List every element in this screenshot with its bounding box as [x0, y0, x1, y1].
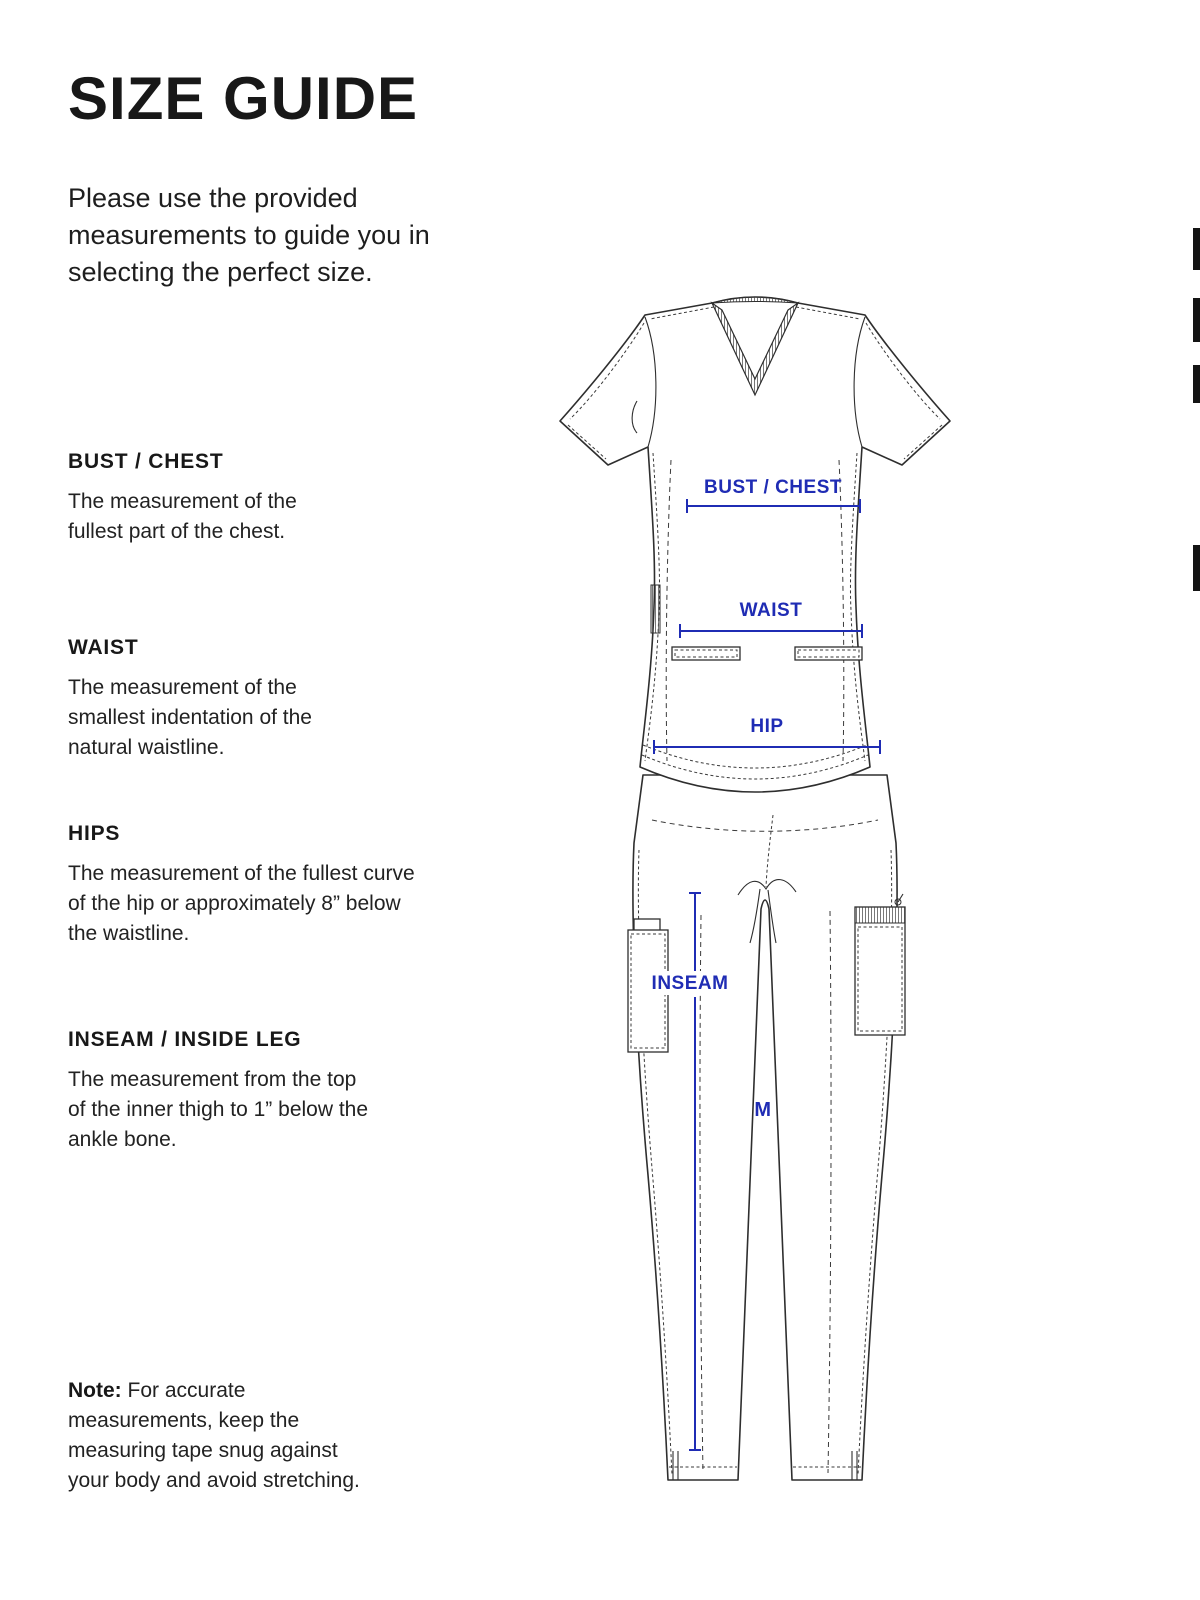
welt-pocket-left: [672, 647, 740, 660]
section-waist: [68, 636, 358, 763]
note-label: Note:: [68, 1379, 122, 1402]
section-hips: [68, 822, 418, 949]
section-body-bust: The measurement of the fullest part of the chest.: [68, 490, 297, 543]
welt-pocket-right: [795, 647, 862, 660]
edge-artifact-4: [1193, 545, 1200, 591]
section-inseam: [68, 1028, 373, 1155]
page-title: SIZE GUIDE: [68, 65, 419, 132]
section-bust-chest: [68, 450, 348, 547]
note-body: For accurate measurements, keep the measuring tape snug against your body and avoid stretching.: [68, 1379, 360, 1492]
measure-waist-label: WAIST: [739, 600, 803, 621]
size-diagram: [540, 275, 970, 1525]
intro-text: Please use the provided measurements to guide you in selecting the perfect size.: [68, 183, 430, 287]
section-body-waist: The measurement of the smallest indentation of the natural waistline.: [68, 676, 312, 759]
scrub-pants-drawing: [628, 775, 905, 1480]
measure-bust-label: BUST / CHEST: [704, 477, 842, 498]
section-heading-hips: HIPS: [68, 822, 121, 845]
section-heading-inseam: INSEAM / INSIDE LEG: [68, 1028, 302, 1051]
size-marker: M: [754, 1099, 772, 1121]
note-text: [68, 1376, 376, 1496]
edge-artifact-3: [1193, 365, 1200, 403]
edge-artifact-1: [1193, 228, 1200, 270]
cargo-pocket-right: [855, 894, 905, 1035]
section-heading-bust: BUST / CHEST: [68, 450, 224, 473]
measure-inseam-label: INSEAM: [651, 973, 729, 994]
section-heading-waist: WAIST: [68, 636, 139, 659]
measure-hip-label: HIP: [750, 716, 784, 737]
section-body-hips: The measurement of the fullest curve of the hip or approximately 8” below the waistline.: [68, 862, 415, 945]
section-body-inseam: The measurement from the top of the inner thigh to 1” below the ankle bone.: [68, 1068, 369, 1151]
edge-artifact-2: [1193, 298, 1200, 342]
